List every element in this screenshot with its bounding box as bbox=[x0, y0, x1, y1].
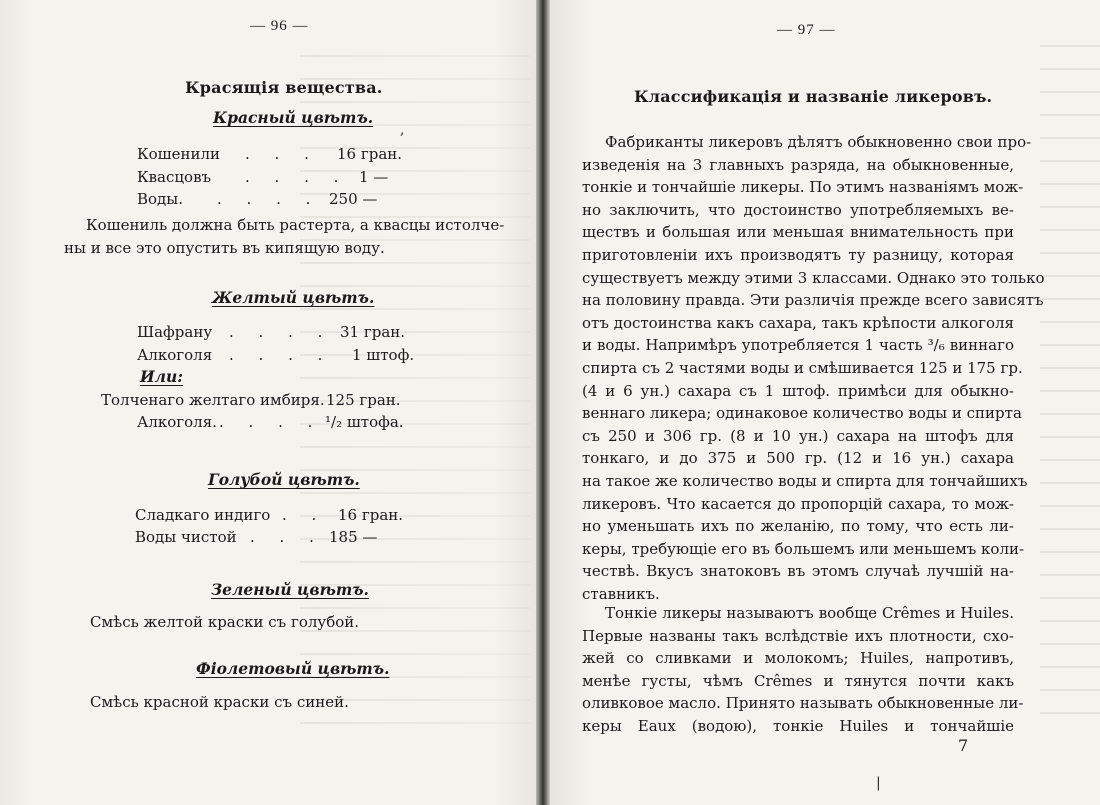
paragraph-line: менѣе густы, чѣмъ Crêmes и тянутся почти какъ bbox=[582, 671, 1014, 690]
or-label: Или: bbox=[140, 367, 183, 386]
signature-mark: 7 bbox=[958, 736, 969, 755]
paragraph-line: и воды. Напримѣръ употребляется 1 часть ³/₆ виннаго bbox=[582, 336, 1014, 355]
paragraph-line: на такое же количество воды и спирта для тончайшихъ bbox=[582, 472, 1028, 490]
paragraph-line: изведенія на 3 главныхъ разряда, на обыкновенные, bbox=[582, 155, 1014, 174]
recipe-row: Воды чистой . . . 185 — bbox=[135, 528, 378, 546]
paragraph-line: но заключить, что достоинство употребляемыхъ ве- bbox=[582, 200, 1014, 219]
paragraph-line: приготовленіи ихъ производятъ ту разницу, которая bbox=[582, 246, 1014, 264]
paragraph-line: керы, требующіе его въ большемъ или меньшемъ коли- bbox=[582, 539, 1025, 558]
paragraph-line: но уменьшать ихъ по желанію, по тому, что есть ли- bbox=[582, 517, 1014, 536]
paragraph-line: съ 250 и 306 гр. (8 и 10 ун.) сахара на штофъ для bbox=[582, 426, 1014, 445]
recipe-row: Воды. . . . . 250 — bbox=[137, 190, 378, 208]
green-text: Смѣсь желтой краски съ голубой. bbox=[90, 613, 360, 631]
recipe-row: Алкоголя . . . . 1 штоф. bbox=[137, 346, 415, 364]
page-number-left: — 96 — bbox=[250, 18, 309, 34]
paragraph-line: ликеровъ. Что касается до пропорцій сахара, то мож- bbox=[582, 494, 1014, 513]
paragraph-line: чествѣ. Вкусъ знатоковъ въ этомъ случаѣ лучшій на- bbox=[582, 562, 1014, 581]
note-line: ны и все это опустить въ кипящую воду. bbox=[64, 239, 385, 257]
paragraph-line: (4 и 6 ун.) сахара съ 1 штоф. примѣси для обыкно- bbox=[582, 381, 1014, 400]
paragraph-line: ществъ и большая или меньшая внимательность при bbox=[582, 223, 1014, 242]
book-gutter bbox=[536, 0, 550, 805]
stray-mark: | bbox=[876, 775, 881, 791]
paragraph-line: спирта съ 2 частями воды и смѣшивается 125 и 175 гр. bbox=[582, 359, 1023, 377]
paragraph-line: тонкіе и тончайшіе ликеры. По этимъ названіямъ мож- bbox=[582, 178, 1024, 197]
paragraph-line: Первые названы такъ вслѣдствіе ихъ плотности, схо- bbox=[582, 626, 1014, 645]
paragraph-line: ставникъ. bbox=[582, 585, 660, 603]
paragraph-line: существуетъ между этими 3 классами. Однако это только bbox=[582, 268, 1045, 287]
subheading-violet: Фіолетовый цвѣтъ. bbox=[196, 659, 390, 678]
subheading-yellow: Желтый цвѣтъ. bbox=[212, 288, 375, 307]
paragraph-line: оливковое масло. Принято называть обыкновенные ли- bbox=[582, 694, 1024, 713]
paragraph-line: керы Eaux (водою), тонкіе Huiles и тончайшіе bbox=[582, 717, 1014, 735]
note-line: Кошениль должна быть растерта, а квасцы истолче- bbox=[86, 216, 505, 234]
page-number-right: — 97 — bbox=[777, 22, 836, 38]
paragraph-line: отъ достоинства какъ сахара, такъ крѣпости алкоголя bbox=[582, 313, 1014, 332]
paragraph-line: Фабриканты ликеровъ дѣлятъ обыкновенно свои про- bbox=[605, 133, 1032, 151]
paragraph-line: тонкаго, и до 375 и 500 гр. (12 и 16 ун.) сахара bbox=[582, 449, 1014, 468]
bleed-through-right bbox=[1040, 30, 1100, 730]
recipe-row: Сладкаго индиго . . 16 гран. bbox=[135, 506, 404, 524]
section-heading-dyes: Красящія вещества. bbox=[185, 78, 383, 97]
paragraph-line: на половину правда. Эти различія прежде всего зависятъ bbox=[582, 291, 1044, 310]
recipe-row: Алкоголя. . . . . ¹/₂ штофа. bbox=[137, 413, 404, 431]
subheading-red: Красный цвѣтъ. bbox=[213, 108, 374, 127]
recipe-row: Шафрану . . . . 31 гран. bbox=[137, 323, 406, 341]
paragraph-line: веннаго ликера; одинаковое количество воды и спирта bbox=[582, 404, 1022, 423]
recipe-row: Толченаго желтаго имбиря. 125 гран. bbox=[101, 391, 401, 409]
paragraph-line: Тонкіе ликеры называютъ вообще Crêmes и Huiles. bbox=[605, 604, 1014, 622]
section-heading-classification: Классификація и названіе ликеровъ. bbox=[634, 87, 993, 106]
stray-mark: , bbox=[400, 122, 405, 138]
recipe-row: Кошенили . . . 16 гран. bbox=[137, 145, 403, 163]
violet-text: Смѣсь красной краски съ синей. bbox=[90, 693, 349, 711]
subheading-green: Зеленый цвѣтъ. bbox=[211, 580, 369, 599]
recipe-row: Квасцовъ . . . . 1 — bbox=[137, 168, 389, 186]
subheading-blue: Голубой цвѣтъ. bbox=[208, 470, 360, 489]
paragraph-line: жей со сливками и молокомъ; Huiles, напротивъ, bbox=[582, 649, 1014, 668]
